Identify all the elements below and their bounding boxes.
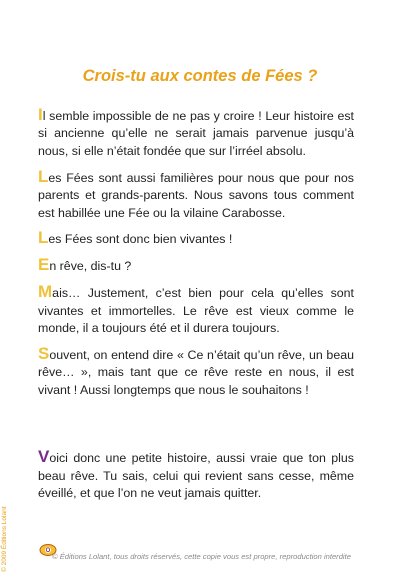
paragraph-text: n rêve, dis-tu ? [49,259,132,274]
drop-cap: L [38,228,49,248]
paragraph-often [38,343,354,399]
drop-cap: I [38,105,43,124]
drop-cap: M [38,282,53,302]
paragraph-familiar [38,166,354,222]
footer-copyright: © Éditions Lolant, tous droits réservés, cette copie vous est propre, reproduction interdite [52,552,351,561]
drop-cap: L [38,166,49,186]
paragraph-text: l semble impossible de ne pas y croire ! Leur histoire est si ancienne qu’elle ne serait jamais parvenue jusqu’à nous, si elle n’était fondée que sur l’irréel absolu. [38,109,354,158]
drop-cap: V [38,447,50,467]
paragraph-alive [38,230,354,248]
paragraph-text: ais… Justement, c’est bien pour cela qu’elles sont vivantes et immortelles. Le rêve est vieux comme le monde, il a toujours été et il durera toujours. [38,286,354,336]
drop-cap: E [38,255,50,275]
copyright-text: © 2009 Éditions Lolant [1,506,8,572]
paragraph-text: ouvent, on entend dire « Ce n’était qu’un rêve, un beau rêve… », mais tant que ce rêve reste en nous, il est vivant ! Aussi longtemps que nous le souhaitons ! [38,347,354,397]
vertical-copyright [1,377,11,577]
paragraph-dream-question [38,257,354,275]
svg-text:O: O [45,548,51,555]
page-title: Crois-tu aux contes de Fées ? [82,67,318,85]
paragraph-text: es Fées sont donc bien vivantes ! [48,232,233,247]
paragraph-story [38,449,354,502]
paragraph-text: oici donc une petite histoire, aussi vraie que ton plus beau rêve. Tu sais, celui qui revient sans cesse, même éveillé, et que l’on ne veut jamais quitter. [38,451,354,500]
paragraph-immortal [38,284,354,337]
text-body [38,107,354,502]
drop-cap: S [38,343,50,363]
paragraph-intro [38,107,354,160]
paragraph-text: es Fées sont aussi familières pour nous que pour nos parents et grands-parents. Nous savons tous comment est habillée une Fée ou la vilaine Carabosse. [38,170,354,220]
